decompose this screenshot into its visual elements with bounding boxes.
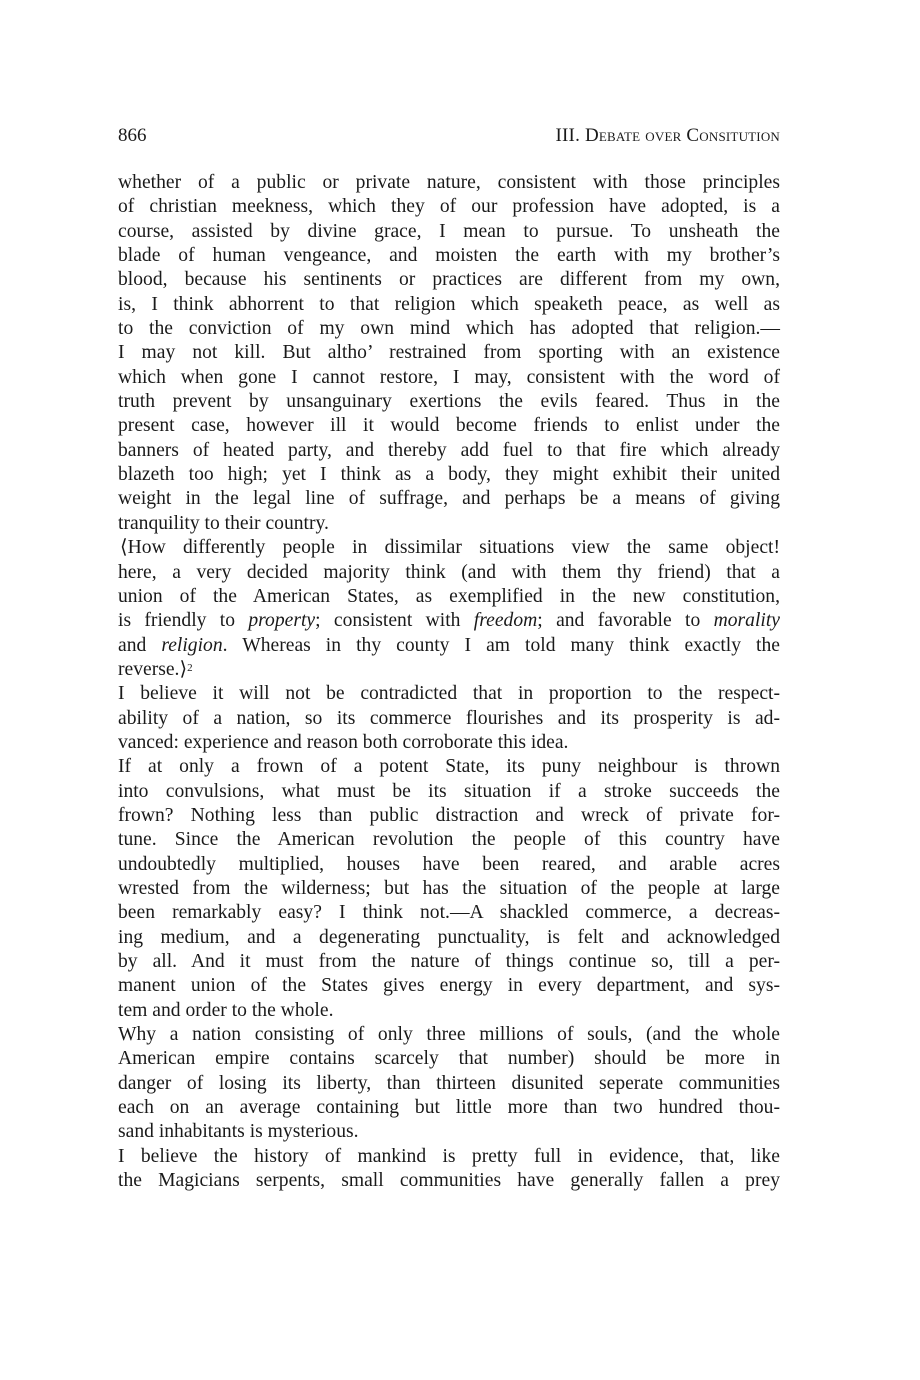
text-line: tune. Since the American revolution the people of this country have [118, 829, 780, 851]
text-line: manent union of the States gives energy in every department, and sys- [118, 975, 780, 997]
text-line: here, a very decided majority think (and with them thy friend) that a [118, 561, 780, 583]
text-line: wrested from the wilderness; but has the situation of the people at large [118, 877, 780, 899]
text-line: sand inhabitants is mysterious. [118, 1121, 359, 1143]
text-run: ⟨How differently people in dissimilar situations view the same object! [120, 537, 780, 559]
text-line: tranquility to their country. [118, 512, 329, 534]
footnote-ref[interactable]: 2 [187, 661, 193, 674]
text-line: course, assisted by divine grace, I mean to pursue. To unsheath the [118, 220, 780, 242]
text-line [118, 609, 780, 633]
text-line [118, 634, 780, 658]
paragraph [118, 1145, 780, 1194]
text-run: is friendly to [118, 610, 249, 632]
text-line: which when gone I cannot restore, I may, consistent with the word of [118, 366, 780, 388]
text-line: into convulsions, what must be its situation if a stroke succeeds the [118, 780, 780, 802]
text-line: frown? Nothing less than public distraction and wreck of private for- [118, 804, 780, 826]
text-line: ing medium, and a degenerating punctuality, is felt and acknowledged [118, 926, 780, 948]
text-line: I believe it will not be contradicted that in proportion to the respect- [118, 683, 780, 705]
text-line: blade of human vengeance, and moisten the earth with my brother’s [118, 245, 780, 267]
text-run: reverse.⟩ [118, 658, 188, 680]
text-line: is, I think abhorrent to that religion which speaketh peace, as well as [118, 293, 780, 315]
text-line: present case, however ill it would become friends to enlist under the [118, 415, 780, 437]
paragraph [118, 1023, 780, 1145]
italic-word: freedom [473, 610, 538, 632]
paragraph [118, 536, 780, 682]
text-line: vanced: experience and reason both corroborate this idea. [118, 731, 569, 753]
text-line [118, 658, 780, 682]
paragraph [118, 682, 780, 755]
paragraph [118, 755, 780, 1023]
running-head [118, 122, 780, 150]
body-text [118, 171, 780, 1193]
text-line: the Magicians serpents, small communities have generally fallen a prey [118, 1170, 780, 1192]
text-line: blood, because his sentinents or practices are different from my own, [118, 269, 780, 291]
text-line: weight in the legal line of suffrage, and perhaps be a means of giving [118, 488, 780, 510]
text-line: truth prevent by unsanguinary exertions the evils feared. Thus in the [118, 391, 780, 413]
text-line: each on an average containing but little more than two hundred thou- [118, 1097, 780, 1119]
text-line [118, 536, 780, 560]
text-line: Why a nation consisting of only three millions of souls, (and the whole [118, 1024, 780, 1046]
text-line: tem and order to the whole. [118, 999, 334, 1021]
text-line: banners of heated party, and thereby add fuel to that fire which already [118, 439, 780, 461]
text-line: I believe the history of mankind is pretty full in evidence, that, like [118, 1145, 780, 1167]
page-number: 866 [118, 125, 147, 146]
text-line: blazeth too high; yet I think as a body, they might exhibit their united [118, 464, 780, 486]
text-line: been remarkably easy? I think not.—A shackled commerce, a decreas- [118, 902, 780, 924]
text-line: by all. And it must from the nature of things continue so, till a per- [118, 951, 780, 972]
italic-word: property [248, 610, 316, 632]
text-line: ability of a nation, so its commerce flourishes and its prosperity is ad- [118, 707, 780, 729]
text-line: American empire contains scarcely that number) should be more in [118, 1048, 780, 1070]
italic-word: morality [713, 610, 780, 632]
italic-word: religion [161, 634, 223, 656]
text-line: union of the American States, as exemplified in the new constitution, [118, 585, 780, 607]
text-line: whether of a public or private nature, consistent with those principles [118, 172, 780, 193]
text-line: danger of losing its liberty, than thirteen disunited seperate communities [118, 1072, 780, 1094]
paragraph [118, 171, 780, 536]
text-line: undoubtedly multiplied, houses have been reared, and arable acres [118, 853, 780, 875]
text-run: ; consistent with [315, 610, 474, 632]
text-line: If at only a frown of a potent State, its puny neighbour is thrown [118, 756, 780, 778]
text-run: . Whereas in thy county I am told many think exactly the [222, 634, 780, 656]
text-line: to the conviction of my own mind which has adopted that religion.— [118, 318, 780, 340]
text-run: ; and favorable to [537, 610, 714, 632]
text-run: and [118, 634, 162, 656]
text-line: I may not kill. But altho’ restrained from sporting with an existence [118, 342, 780, 364]
section-title: III. Debate over Consitution [555, 125, 780, 146]
text-line: of christian meekness, which they of our profession have adopted, is a [118, 196, 780, 218]
